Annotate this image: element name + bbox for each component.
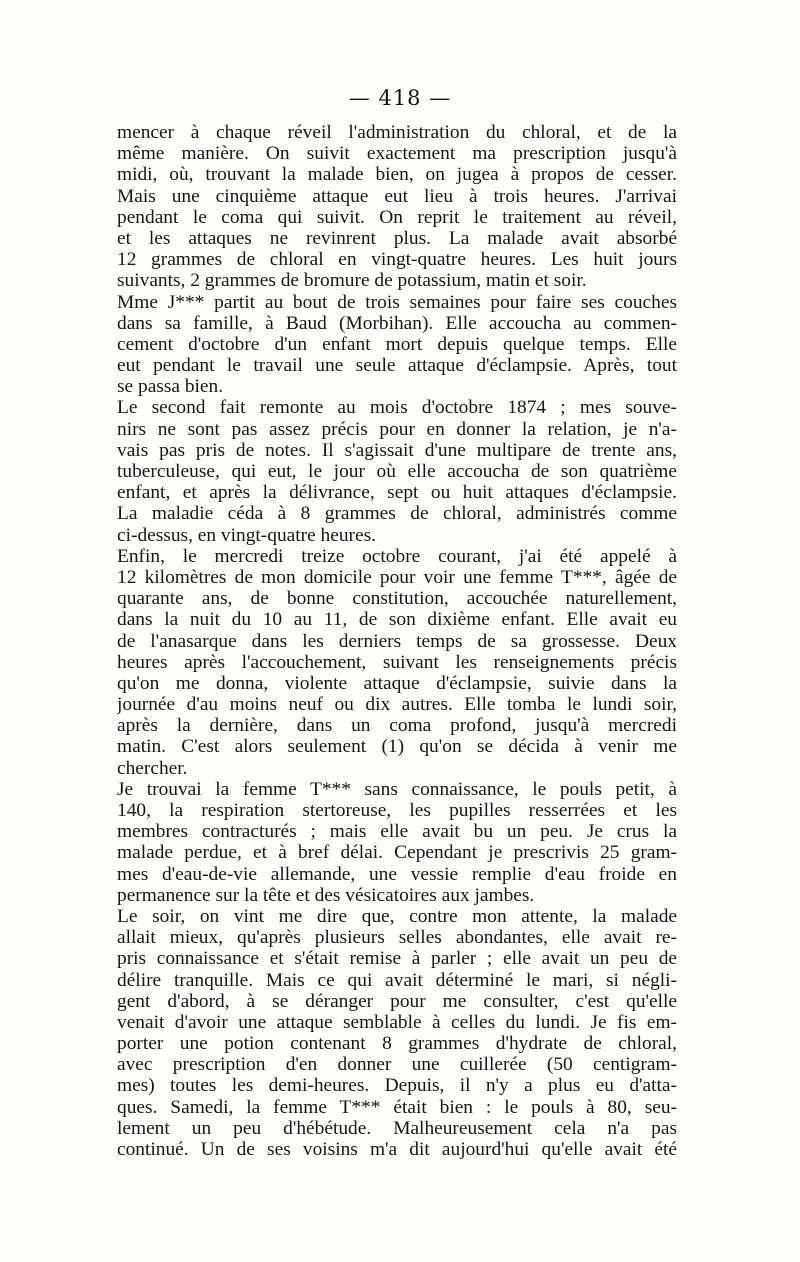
text-line: journée d'au moins neuf ou dix autres. Elle tomba le lundi soir, [117,694,677,716]
text-line: enfant, et après la délivrance, sept ou huit attaques d'éclampsie. [117,482,677,504]
text-line: même manière. On suivit exactement ma prescription jusqu'à [117,143,677,165]
text-line: pendant le coma qui suivit. On reprit le traitement au réveil, [117,206,677,228]
body-text [117,122,677,1160]
text-line: heures après l'accouchement, suivant les renseignements précis [117,651,677,673]
text-line: continué. Un de ses voisins m'a dit aujourd'hui qu'elle avait été [117,1139,677,1160]
text-line: mencer à chaque réveil l'administration du chloral, et de la [117,122,677,143]
text-line: dans sa famille, à Baud (Morbihan). Elle accoucha au commen- [117,312,677,334]
text-line: 140, la respiration stertoreuse, les pupilles resserrées et les [117,800,677,821]
text-line: malade perdue, et à bref délai. Cependant je prescrivis 25 gram- [117,842,677,864]
text-line: et les attaques ne revinrent plus. La malade avait absorbé [117,227,677,249]
page-number: — 418 — [348,86,452,110]
text-line: dans la nuit du 10 au 11, de son dixième enfant. Elle avait eu [117,609,677,631]
text-line: eut pendant le travail une seule attaque d'éclampsie. Après, tout [117,355,677,377]
text-line: vais pas pris de notes. Il s'agissait d'une multipare de trente ans, [117,439,677,461]
text-line: de l'anasarque dans les derniers temps de sa grossesse. Deux [117,630,677,652]
text-line: mes d'eau-de-vie allemande, une vessie remplie d'eau froide en [117,863,677,885]
text-line: membres contracturés ; mais elle avait bu un peu. Je crus la [117,821,677,843]
text-line: se passa bien. [117,376,224,398]
text-line: 12 grammes de chloral en vingt-quatre heures. Les huit jours [117,249,677,271]
text-line: après la dernière, dans un coma profond, jusqu'à mercredi [117,715,677,737]
text-line: La maladie céda à 8 grammes de chloral, administrés comme [117,503,677,525]
text-line: cement d'octobre d'un enfant mort depuis quelque temps. Elle [117,333,677,355]
text-line: Enfin, le mercredi treize octobre courant, j'ai été appelé à [117,545,677,567]
text-line: Je trouvai la femme T*** sans connaissance, le pouls petit, à [117,778,677,800]
text-line: allait mieux, qu'après plusieurs selles abondantes, elle avait re- [117,927,677,949]
text-line: chercher. [117,757,188,779]
text-line: délire tranquille. Mais ce qui avait déterminé le mari, si négli- [117,969,677,991]
text-line: permanence sur la tête et des vésicatoires aux jambes. [117,884,535,906]
text-line: ques. Samedi, la femme T*** était bien : le pouls à 80, seu- [117,1096,677,1118]
text-line: pris connaissance et s'était remise à parler ; elle avait un peu de [117,948,677,970]
text-line: tuberculeuse, qui eut, le jour où elle accoucha de son quatrième [117,461,677,482]
text-line: midi, où, trouvant la malade bien, on jugea à propos de cesser. [117,164,677,186]
text-line: venait d'avoir une attaque semblable à celles du lundi. Je fis em- [117,1011,677,1033]
text-line: porter une potion contenant 8 grammes d'hydrate de chloral, [117,1033,677,1055]
text-line: matin. C'est alors seulement (1) qu'on se décida à venir me [117,736,677,758]
text-line: Mais une cinquième attaque eut lieu à trois heures. J'arrivai [117,185,677,207]
text-line: 12 kilomètres de mon domicile pour voir une femme T***, âgée de [117,566,677,588]
text-line: gent d'abord, à se déranger pour me consulter, c'est qu'elle [117,990,677,1012]
text-line: ci-dessus, en vingt-quatre heures. [117,524,376,546]
text-line: Le second fait remonte au mois d'octobre 1874 ; mes souve- [117,397,677,419]
text-line: suivants, 2 grammes de bromure de potassium, matin et soir. [117,270,587,292]
text-line: mes) toutes les demi-heures. Depuis, il n'y a plus eu d'atta- [117,1075,677,1097]
text-line: avec prescription d'en donner une cuillerée (50 centigram- [117,1054,677,1076]
text-line: Le soir, on vint me dire que, contre mon attente, la malade [117,905,677,927]
text-line: lement un peu d'hébétude. Malheureusement cela n'a pas [117,1117,677,1139]
text-line: nirs ne sont pas assez précis pour en donner la relation, je n'a- [117,418,677,440]
text-line: Mme J*** partit au bout de trois semaines pour faire ses couches [117,291,677,313]
text-line: quarante ans, de bonne constitution, accouchée naturellement, [117,588,677,610]
text-line: qu'on me donna, violente attaque d'éclampsie, suivie dans la [117,672,677,694]
